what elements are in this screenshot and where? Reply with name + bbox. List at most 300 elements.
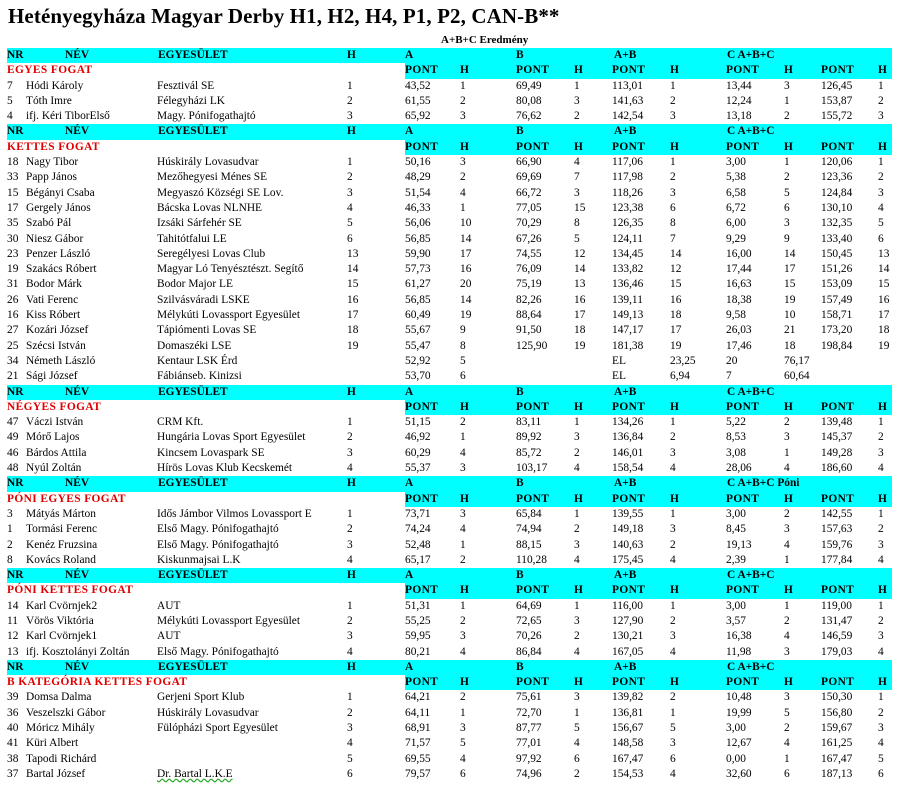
subheader-pont: PONT [405,140,439,153]
cell-a-pont: 55,67 [405,324,431,337]
cell-c-pont: 28,06 [726,462,752,475]
cell-nr: 36 [7,706,19,719]
cell-abc-h: 1 [878,507,884,520]
header-h: H [347,49,356,61]
cell-a-pont: 64,11 [405,706,431,719]
cell-c-h: 14 [784,247,796,260]
cell-c-pont: 20 [726,354,738,367]
subheader-h: H [878,400,888,413]
category-row [7,400,892,415]
cell-club: Domaszéki LSE [157,339,232,352]
subheader-h: H [460,584,470,597]
cell-c-h: 5 [784,706,790,719]
cell-c-h: 5 [784,186,790,199]
cell-a-h: 19 [460,309,472,322]
cell-a-pont: 65,17 [405,553,431,566]
category-row [7,140,892,155]
cell-c-h: 3 [784,645,790,658]
cell-c-pont: 3,57 [726,614,746,627]
cell-c-h: 1 [784,553,790,566]
cell-ab-h: 2 [670,171,676,184]
subheader-h: H [784,492,794,505]
cell-h: 2 [347,94,353,107]
cell-abc-h: 4 [878,645,884,658]
table-row [7,599,892,614]
cell-c-pont: 16,00 [726,247,752,260]
table-row [7,767,892,782]
cell-b-pont: 66,90 [516,156,542,169]
cell-nr: 41 [7,737,19,750]
subheader-band [405,583,892,598]
cell-c-pont: 32,60 [726,767,752,780]
cell-c-pont: 18,38 [726,293,752,306]
cell-nr: 33 [7,171,19,184]
cell-b-pont: 72,65 [516,614,542,627]
cell-h: 3 [347,186,353,199]
cell-a-h: 2 [460,94,466,107]
cell-ab-pont: 142,54 [612,110,644,123]
cell-c-h: 3 [784,79,790,92]
cell-club: Bácska Lovas NLNHE [157,201,263,214]
subheader-pont: PONT [821,400,855,413]
cell-b-pont: 83,11 [516,416,542,429]
cell-abc-pont: 139,48 [821,416,853,429]
cell-h: 1 [347,691,353,704]
subheader-h: H [670,676,680,689]
cell-a-h: 4 [460,752,466,765]
cell-name: Vati Ferenc [26,293,79,306]
table-row [7,752,892,767]
cell-abc-h: 17 [878,309,890,322]
cell-name: Hódi Károly [26,79,84,92]
cell-a-h: 6 [460,767,466,780]
cell-ab-h: 3 [670,523,676,536]
subheader-h: H [878,64,888,77]
cell-nr: 1 [7,523,13,536]
cell-c-h: 2 [784,416,790,429]
cell-a-h: 6 [460,370,466,383]
cell-ab-h: 4 [670,645,676,658]
cell-b-pont: 65,84 [516,507,542,520]
header-egyesulet: EGYESÜLET [158,660,228,673]
cell-ab-h: 1 [670,156,676,169]
cell-c-pont: 12,24 [726,94,752,107]
cell-abc-pont: 173,20 [821,324,853,337]
cell-ab-pont: 167,05 [612,645,644,658]
header-ab: A+B [614,660,637,673]
cell-abc-pont: 150,30 [821,691,853,704]
cell-c-pont: 26,03 [726,324,752,337]
cell-c-pont: 3,00 [726,156,746,169]
cell-c-pont: 6,72 [726,201,746,214]
cell-c-pont: 19,99 [726,706,752,719]
subheader-h: H [878,676,888,689]
header-c-abc: C A+B+C [727,49,775,61]
subheader-h: H [784,140,794,153]
subheader-pont: PONT [405,676,439,689]
cell-c-pont: 11,98 [726,645,752,658]
cell-ab-pont: 154,53 [612,767,644,780]
cell-b-pont: 125,90 [516,339,548,352]
table-row [7,170,892,185]
cell-name: Gergely János [26,201,91,214]
table-row [7,690,892,705]
cell-ab-pont: 175,45 [612,553,644,566]
cell-h: 6 [347,232,353,245]
cell-ab-pont: 139,11 [612,293,643,306]
cell-c-h: 76,17 [784,354,810,367]
header-egyesulet: EGYESÜLET [158,385,228,398]
cell-abc-pont: 186,60 [821,462,853,475]
subheader-pont: PONT [726,584,760,597]
cell-a-h: 20 [460,278,472,291]
header-c-abc: C A+B+C [727,569,775,582]
cell-abc-pont: 142,55 [821,507,853,520]
cell-a-h: 3 [460,722,466,735]
cell-abc-pont: 177,84 [821,553,853,566]
subheader-pont: PONT [612,492,646,505]
header-nev: NÉV [65,49,90,61]
cell-c-pont: 9,29 [726,232,746,245]
cell-name: Nagy Tibor [26,156,79,169]
cell-a-h: 1 [460,538,466,551]
subheader-h: H [784,676,794,689]
cell-c-h: 2 [784,722,790,735]
header-a: A [405,125,414,138]
cell-c-pont: 19,13 [726,538,752,551]
cell-ab-h: 12 [670,263,682,276]
cell-a-pont: 53,70 [405,370,431,383]
cell-nr: 12 [7,630,19,643]
cell-abc-pont: 150,45 [821,247,853,260]
cell-club: Tahitótfalui LE [157,232,227,245]
subheader-h: H [574,140,584,153]
header-ab: A+B [614,125,637,138]
cell-abc-h: 16 [878,293,890,306]
table-row [7,446,892,461]
cell-ab-pont: 136,84 [612,431,644,444]
cell-abc-pont: 156,80 [821,706,853,719]
cell-ab-h: 6 [670,752,676,765]
subheader-pont: PONT [821,492,855,505]
cell-h: 14 [347,263,359,276]
cell-a-h: 1 [460,79,466,92]
cell-ab-h: 16 [670,293,682,306]
cell-name: Szécsi István [26,339,86,352]
cell-nr: 3 [7,507,13,520]
cell-h: 15 [347,278,359,291]
cell-ab-pont: 149,13 [612,309,644,322]
cell-b-pont: 110,28 [516,553,547,566]
cell-abc-pont: 151,26 [821,263,853,276]
subheader-h: H [574,400,584,413]
cell-abc-pont: 146,59 [821,630,853,643]
cell-b-pont: 70,29 [516,217,542,230]
header-nev: NÉV [65,385,90,398]
subheader-pont: PONT [405,584,439,597]
table-row [7,201,892,216]
cell-ab-h: 1 [670,416,676,429]
page-title: Hetényegyháza Magyar Derby H1, H2, H4, P1, P2, CAN-B** [8,4,560,28]
cell-c-pont: 5,38 [726,171,746,184]
cell-ab-h: 1 [670,79,676,92]
cell-b-h: 2 [574,523,580,536]
cell-club: Mélykúti Lovassport Egyesület [157,614,300,627]
header-c-abc: C A+B+C [727,660,775,673]
subheader-pont: PONT [516,64,550,77]
cell-c-pont: 17,44 [726,263,752,276]
cell-h: 3 [347,722,353,735]
cell-club: Seregélyesi Lovas Club [157,247,266,260]
cell-c-pont: 12,67 [726,737,752,750]
cell-ab-h: 1 [670,599,676,612]
header-egyesulet: EGYESÜLET [158,49,228,61]
cell-club: Hírös Lovas Klub Kecskemét [157,462,293,475]
header-nr: NR [7,385,24,398]
cell-a-pont: 65,92 [405,110,431,123]
cell-club: Bodor Major LE [157,278,233,291]
cell-c-pont: 3,00 [726,507,746,520]
cell-h: 2 [347,706,353,719]
cell-club: Gerjeni Sport Klub [157,691,245,704]
cell-abc-pont: 158,71 [821,309,853,322]
cell-b-h: 1 [574,706,580,719]
cell-b-h: 5 [574,722,580,735]
cell-name: Mórő Lajos [26,431,80,444]
cell-h: 16 [347,293,359,306]
cell-b-h: 2 [574,446,580,459]
cell-abc-h: 1 [878,691,884,704]
subheader-h: H [670,64,680,77]
cell-a-h: 5 [460,354,466,367]
cell-abc-h: 2 [878,171,884,184]
cell-h: 18 [347,324,359,337]
cell-club: Magy. Pónifogathajtó [157,110,256,123]
cell-nr: 15 [7,186,19,199]
subheader-pont: PONT [516,400,550,413]
cell-b-h: 1 [574,416,580,429]
subheader-band [405,400,892,415]
results-subtitle: A+B+C Eredmény [441,34,529,46]
column-header-row [7,124,892,139]
cell-ab-h: 2 [670,614,676,627]
table-row [7,629,892,644]
cell-c-h: 60,64 [784,370,810,383]
cell-h: 1 [347,156,353,169]
cell-abc-pont: 131,47 [821,614,853,627]
cell-abc-pont: 157,63 [821,523,853,536]
cell-nr: 46 [7,446,19,459]
category-title: NÉGYES FOGAT [7,400,102,413]
cell-c-pont: 13,18 [726,110,752,123]
cell-a-h: 8 [460,339,466,352]
cell-name: ifj. Kosztolányi Zoltán [26,645,130,658]
column-header-row [7,476,892,491]
cell-ab-pont: 134,26 [612,416,644,429]
cell-h: 1 [347,599,353,612]
cell-abc-h: 4 [878,553,884,566]
column-header-row [7,568,892,583]
table-row [7,308,892,323]
cell-b-pont: 64,69 [516,599,542,612]
table-row [7,430,892,445]
cell-abc-pont: 126,45 [821,79,853,92]
table-row [7,706,892,721]
cell-c-pont: 3,00 [726,722,746,735]
cell-abc-pont: 153,87 [821,94,853,107]
cell-club: Hungária Lovas Sport Egyesület [157,431,306,444]
header-egyesulet: EGYESÜLET [158,569,228,582]
cell-a-h: 14 [460,232,472,245]
category-row [7,583,892,598]
cell-abc-h: 1 [878,79,884,92]
header-egyesulet: EGYESÜLET [158,477,228,490]
subheader-pont: PONT [405,400,439,413]
cell-abc-h: 13 [878,247,890,260]
subheader-h: H [878,492,888,505]
cell-name: Bodor Márk [26,278,82,291]
header-a: A [405,49,414,61]
cell-ab-pont: 181,38 [612,339,644,352]
subheader-h: H [670,492,680,505]
cell-abc-h: 1 [878,156,884,169]
cell-h: 6 [347,767,353,780]
table-row [7,247,892,262]
cell-b-pont: 87,77 [516,722,542,735]
subheader-h: H [878,140,888,153]
cell-club: AUT [157,630,181,643]
cell-b-pont: 103,17 [516,462,548,475]
cell-b-pont: 74,96 [516,767,542,780]
cell-a-pont: 68,91 [405,722,431,735]
cell-nr: 35 [7,217,19,230]
column-header-row [7,660,892,675]
header-ab: A+B [614,477,637,490]
cell-ab-h: 2 [670,431,676,444]
table-row [7,277,892,292]
cell-abc-h: 19 [878,339,890,352]
cell-ab-h: 23,25 [670,354,696,367]
cell-club: Mezőhegyesi Ménes SE [157,171,268,184]
cell-c-h: 18 [784,339,796,352]
cell-h: 1 [347,79,353,92]
cell-club: Fábiánseb. Kinizsi [157,370,242,383]
header-nev: NÉV [65,569,90,582]
subheader-pont: PONT [821,140,855,153]
cell-a-pont: 52,48 [405,538,431,551]
cell-b-pont: 82,26 [516,293,542,306]
cell-abc-h: 2 [878,431,884,444]
cell-b-pont: 66,72 [516,186,542,199]
cell-ab-pont: 117,98 [612,171,643,184]
cell-ab-pont: 130,21 [612,630,644,643]
cell-b-h: 4 [574,737,580,750]
table-row [7,232,892,247]
cell-c-h: 10 [784,309,796,322]
cell-a-pont: 48,29 [405,171,431,184]
cell-club: Első Magy. Pónifogathajtó [157,538,279,551]
category-row [7,63,892,78]
subheader-pont: PONT [612,676,646,689]
cell-b-pont: 69,69 [516,171,542,184]
subheader-h: H [460,400,470,413]
cell-ab-h: 2 [670,538,676,551]
cell-b-h: 16 [574,293,586,306]
cell-a-pont: 80,21 [405,645,431,658]
cell-ab-pont: 139,55 [612,507,644,520]
cell-a-h: 2 [460,691,466,704]
cell-name: Nyúl Zoltán [26,462,82,475]
cell-a-h: 9 [460,324,466,337]
cell-a-h: 2 [460,553,466,566]
header-nr: NR [7,569,24,582]
cell-a-pont: 56,85 [405,232,431,245]
cell-name: Bégányi Csaba [26,186,95,199]
cell-c-h: 9 [784,232,790,245]
cell-club: Magyar Ló Tenyésztészt. Segítő [157,263,304,276]
cell-h: 3 [347,446,353,459]
cell-a-h: 3 [460,110,466,123]
cell-b-pont: 77,01 [516,737,542,750]
header-b: B [516,660,524,673]
category-title: EGYES FOGAT [7,64,93,77]
category-title: B KATEGÓRIA KETTES FOGAT [7,676,188,689]
category-row [7,675,892,690]
cell-abc-h: 5 [878,752,884,765]
cell-b-pont: 77,05 [516,201,542,214]
cell-abc-pont: 167,47 [821,752,853,765]
cell-nr: 2 [7,538,13,551]
cell-nr: 23 [7,247,19,260]
cell-a-h: 2 [460,416,466,429]
cell-c-h: 19 [784,293,796,306]
cell-nr: 25 [7,339,19,352]
cell-c-h: 3 [784,523,790,536]
cell-c-h: 6 [784,201,790,214]
cell-abc-h: 6 [878,232,884,245]
cell-ab-h: 1 [670,507,676,520]
subheader-pont: PONT [612,140,646,153]
cell-c-h: 15 [784,278,796,291]
cell-name: Szakács Róbert [26,263,97,276]
table-row [7,369,892,384]
cell-c-h: 1 [784,752,790,765]
cell-h: 3 [347,538,353,551]
cell-b-pont: 70,26 [516,630,542,643]
subheader-pont: PONT [821,676,855,689]
header-h: H [347,125,356,138]
cell-c-pont: 16,63 [726,278,752,291]
cell-b-h: 3 [574,186,580,199]
cell-ab-h: 6 [670,201,676,214]
cell-club: Mélykúti Lovassport Egyesület [157,309,300,322]
cell-ab-pont: 141,63 [612,94,644,107]
cell-a-h: 3 [460,156,466,169]
cell-abc-h: 3 [878,446,884,459]
table-row [7,339,892,354]
cell-name: Kenéz Fruzsina [26,538,98,551]
cell-b-pont: 80,08 [516,94,542,107]
cell-name: Németh László [26,354,96,367]
cell-c-h: 6 [784,767,790,780]
cell-b-h: 1 [574,79,580,92]
cell-ab-pont: 167,47 [612,752,644,765]
cell-abc-pont: 149,28 [821,446,853,459]
cell-h: 2 [347,614,353,627]
cell-name: ifj. Kéri TiborElső [26,110,110,123]
header-h: H [347,569,356,582]
cell-name: Szabó Pál [26,217,72,230]
